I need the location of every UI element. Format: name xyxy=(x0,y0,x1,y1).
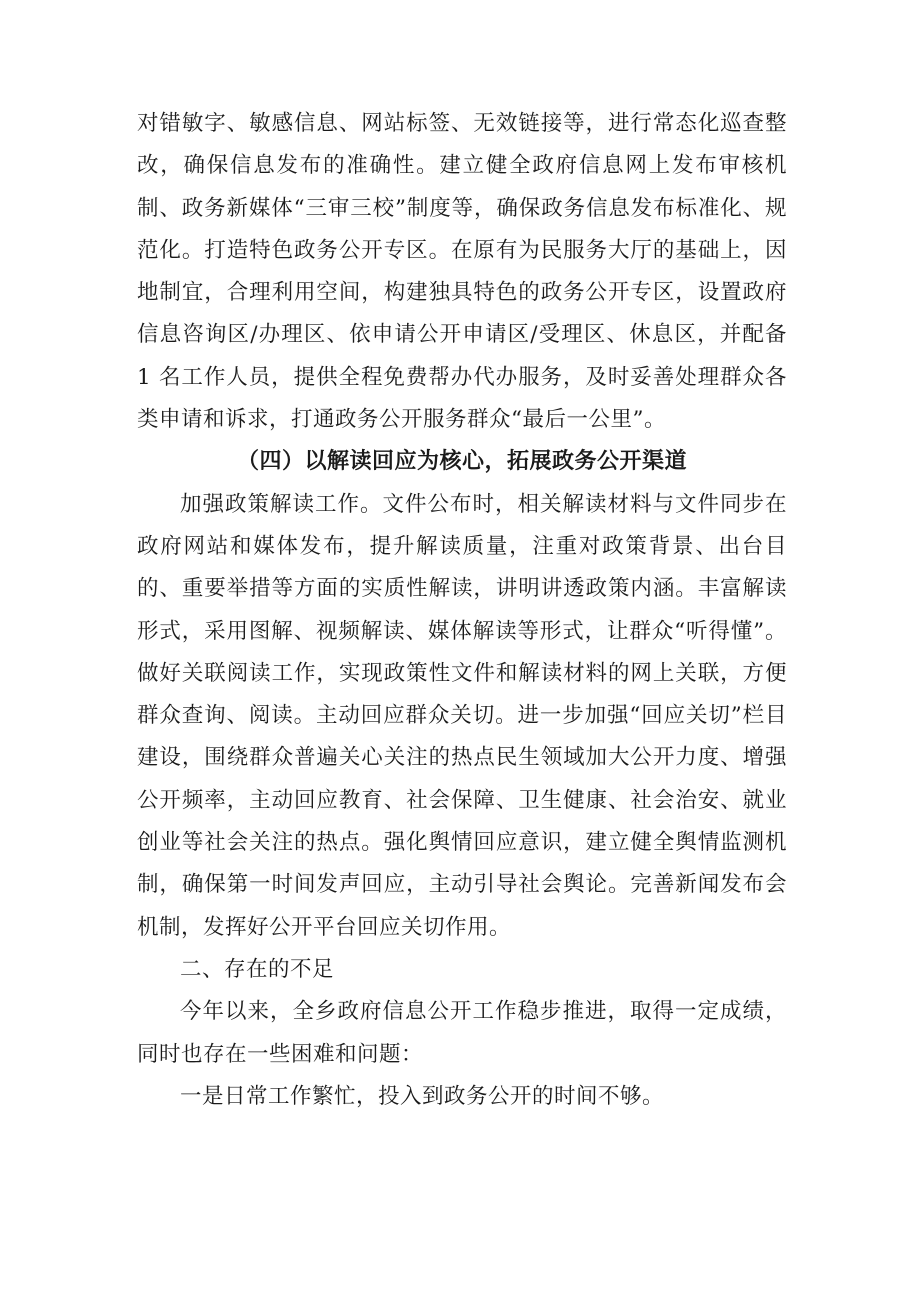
paragraph-shortcoming-one: 一是日常工作繁忙，投入到政务公开的时间不够。 xyxy=(180,1083,665,1109)
paragraph-policy-interpretation: 加强政策解读工作。文件公布时，相关解读材料与文件同步在政府网站和媒体发布，提升解读质量，注重对政策背景、出台目的、重要举措等方面的实质性解读，讲明讲透政策内涵。丰富解读形式，采用图解、视频解读、媒体解读等形式，让群众“听得懂”。做好关联阅读工作，实现政策性文件和解读材料的网上关联，方便群众查询、阅读。主动回应群众关切。进一步加强“回应关切”栏目建设，围绕群众普遍关心关注的热点民生领域加大公开力度、增强公开频率，主动回应教育、社会保障、卫生健康、社会治安、就业创业等社会关注的热点。强化舆情回应意识，建立健全舆情监测机制，确保第一时间发声回应，主动引导社会舆论。完善新闻发布会机制，发挥好公开平台回应关切作用。 xyxy=(137,491,787,940)
section-title-shortcomings: 二、存在的不足 xyxy=(180,956,335,982)
section-heading-four: （四）以解读回应为核心，拓展政务公开渠道 xyxy=(236,449,687,475)
paragraph-shortcomings-intro: 今年以来，全乡政府信息公开工作稳步推进，取得一定成绩，同时也存在一些困难和问题： xyxy=(137,999,787,1067)
paragraph-continued: 对错敏字、敏感信息、网站标签、无效链接等，进行常态化巡查整改，确保信息发布的准确性。建立健全政府信息网上发布审核机制、政务新媒体“三审三校”制度等，确保政务信息发布标准化、规范化。打造特色政务公开专区。在原有为民服务大厅的基础上，因地制宜，合理利用空间，构建独具特色的政务公开专区，设置政府信息咨询区/办理区、依申请公开申请区/受理区、休息区，并配备 1 名工作人员，提供全程免费帮办代办服务，及时妥善处理群众各类申请和诉求，打通政务公开服务群众“最后一公里”。 xyxy=(137,111,787,433)
document-body xyxy=(137,103,787,1118)
